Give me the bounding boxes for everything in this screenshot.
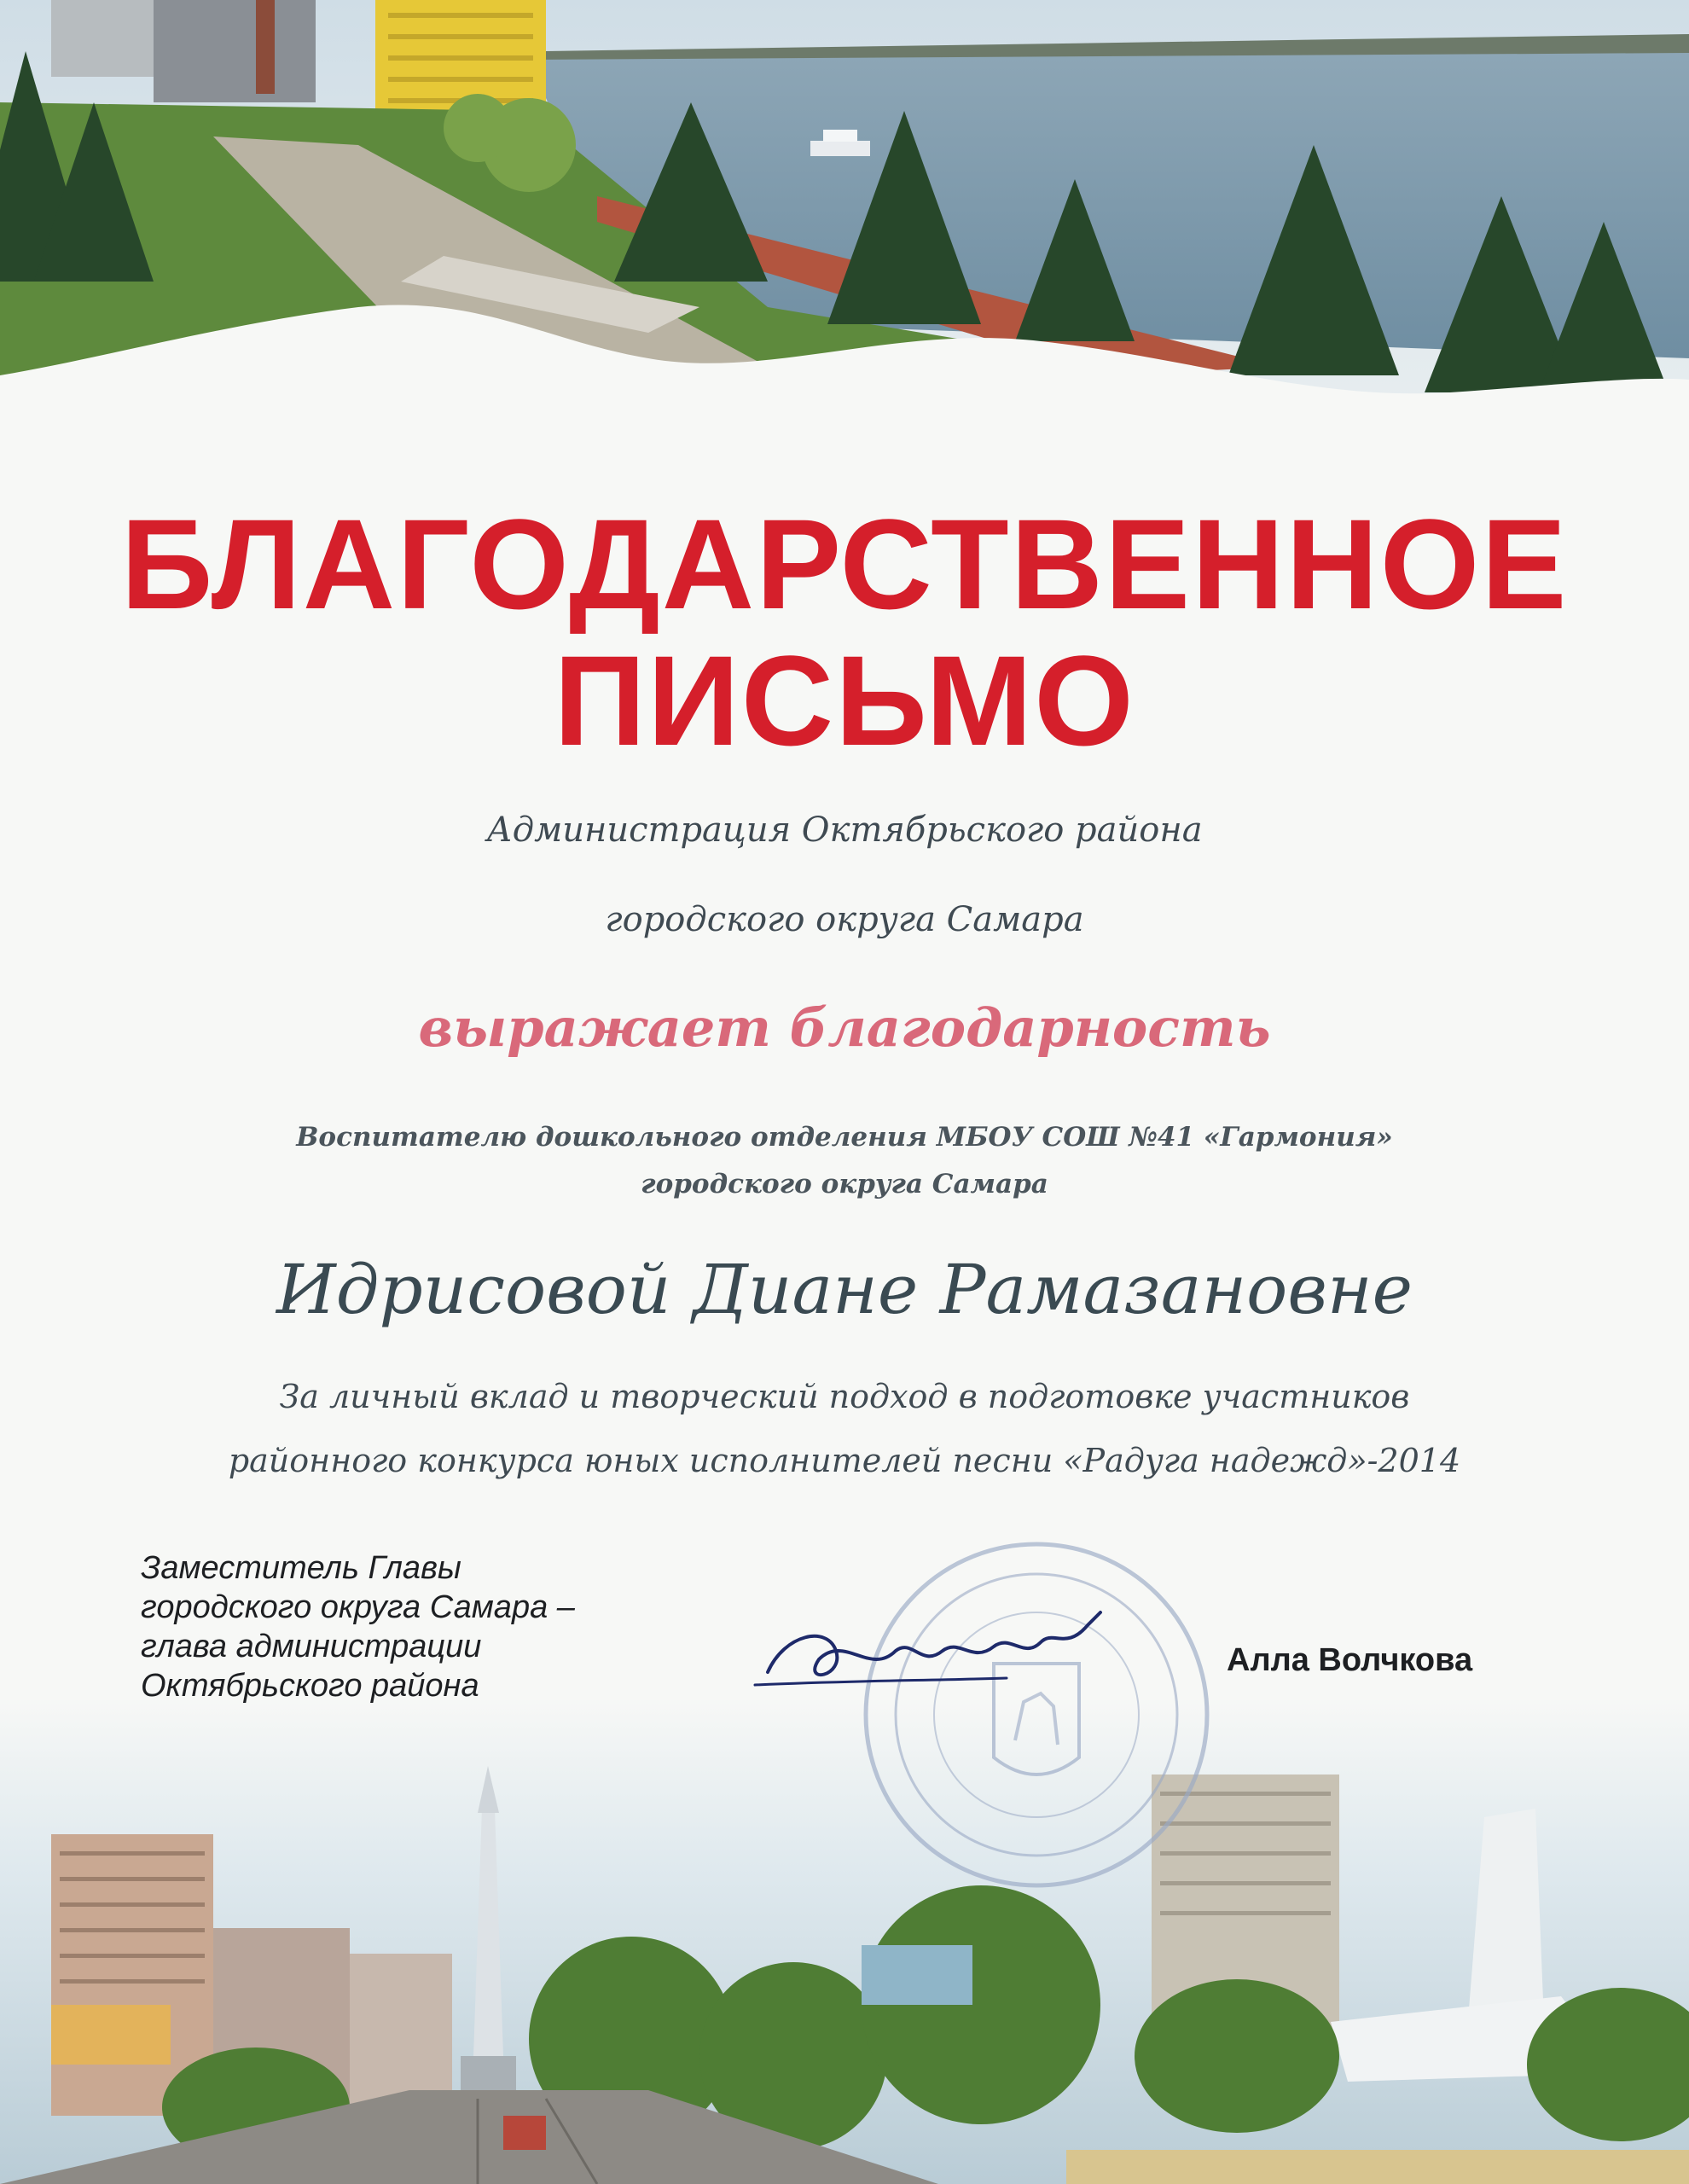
- issuer-line-1: Администрация Октябрьского района: [486, 810, 1203, 850]
- bottom-city-photo: [0, 1698, 1689, 2184]
- signer-title-line-2: городского округа Самара –: [141, 1589, 575, 1625]
- letter-title-line-2: ПИСЬМО: [554, 629, 1135, 772]
- signer-name: Алла Волчкова: [1227, 1642, 1473, 1678]
- handwritten-signature: [751, 1600, 1117, 1702]
- recipient-position-line-1: Воспитателю дошкольного отделения МБОУ СОШ №41 «Гармония»: [296, 1122, 1393, 1153]
- signer-title-line-4: Октябрьского района: [141, 1668, 479, 1704]
- letter-title-line-1: БЛАГОДАРСТВЕННОЕ: [120, 492, 1569, 636]
- issuer-line-2: городского округа Самара: [605, 900, 1084, 939]
- signer-title: [141, 1548, 738, 1705]
- official-stamp: [857, 1536, 1216, 1894]
- recipient-name: Идрисовой Диане Рамазановне: [276, 1250, 1413, 1329]
- top-embankment-photo: [0, 0, 1689, 427]
- signer-title-line-3: глава администрации: [141, 1629, 482, 1664]
- reason-line-1: За личный вклад и творческий подход в подготовке участников: [279, 1378, 1410, 1415]
- recipient-position-line-2: городского округа Самара: [641, 1169, 1048, 1199]
- embankment-illustration: [0, 0, 1689, 427]
- expresses-gratitude: выражает благодарность: [418, 996, 1271, 1059]
- city-illustration: [0, 1698, 1689, 2184]
- reason-line-2: районного конкурса юных исполнителей песни «Радуга надежд»-2014: [228, 1442, 1461, 1479]
- signer-title-line-1: Заместитель Главы: [141, 1550, 461, 1586]
